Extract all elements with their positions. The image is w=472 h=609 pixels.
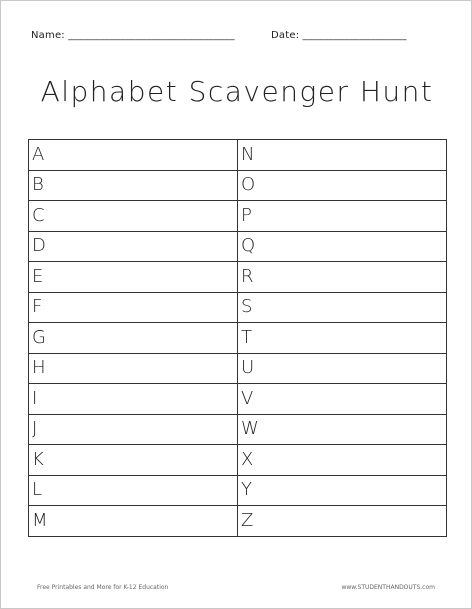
letter-cell-q[interactable]: Q (238, 231, 447, 262)
letter-cell-t[interactable]: T (238, 323, 447, 354)
letter-cell-c[interactable]: C (29, 201, 238, 232)
letter-cell-l[interactable]: L (29, 475, 238, 506)
letter-cell-o[interactable]: O (238, 170, 447, 201)
letter-cell-v[interactable]: V (238, 384, 447, 415)
table-row (29, 140, 447, 171)
date-label: Date: (271, 30, 300, 41)
table-row (29, 414, 447, 445)
alphabet-table (28, 139, 447, 537)
table-row (29, 201, 447, 232)
table-row (29, 445, 447, 476)
date-blank: ____________________ (302, 30, 407, 41)
letter-cell-f[interactable]: F (29, 292, 238, 323)
page-title: Alphabet Scavenger Hunt (40, 75, 434, 108)
name-field (31, 30, 235, 41)
letter-cell-z[interactable]: Z (238, 506, 447, 537)
letter-cell-w[interactable]: W (238, 414, 447, 445)
letter-cell-i[interactable]: I (29, 384, 238, 415)
footer-tagline: Free Printables and More for K-12 Education (37, 584, 169, 591)
letter-cell-e[interactable]: E (29, 262, 238, 293)
date-field (271, 30, 407, 41)
letter-cell-k[interactable]: K (29, 445, 238, 476)
footer-website: www.STUDENTHANDOUTS.com (341, 584, 435, 591)
table-row (29, 170, 447, 201)
letter-cell-g[interactable]: G (29, 323, 238, 354)
name-label: Name: (31, 30, 65, 41)
table-row (29, 353, 447, 384)
letter-cell-h[interactable]: H (29, 353, 238, 384)
letter-cell-p[interactable]: P (238, 201, 447, 232)
table-row (29, 231, 447, 262)
letter-cell-a[interactable]: A (29, 140, 238, 171)
table-row (29, 323, 447, 354)
table-row (29, 506, 447, 537)
letter-cell-r[interactable]: R (238, 262, 447, 293)
letter-cell-m[interactable]: M (29, 506, 238, 537)
table-row (29, 384, 447, 415)
letter-cell-y[interactable]: Y (238, 475, 447, 506)
letter-cell-u[interactable]: U (238, 353, 447, 384)
letter-cell-b[interactable]: B (29, 170, 238, 201)
letter-cell-x[interactable]: X (238, 445, 447, 476)
table-row (29, 292, 447, 323)
letter-cell-n[interactable]: N (238, 140, 447, 171)
letter-cell-j[interactable]: J (29, 414, 238, 445)
name-blank: ________________________________ (68, 30, 235, 41)
letter-cell-s[interactable]: S (238, 292, 447, 323)
table-row (29, 475, 447, 506)
table-row (29, 262, 447, 293)
letter-cell-d[interactable]: D (29, 231, 238, 262)
